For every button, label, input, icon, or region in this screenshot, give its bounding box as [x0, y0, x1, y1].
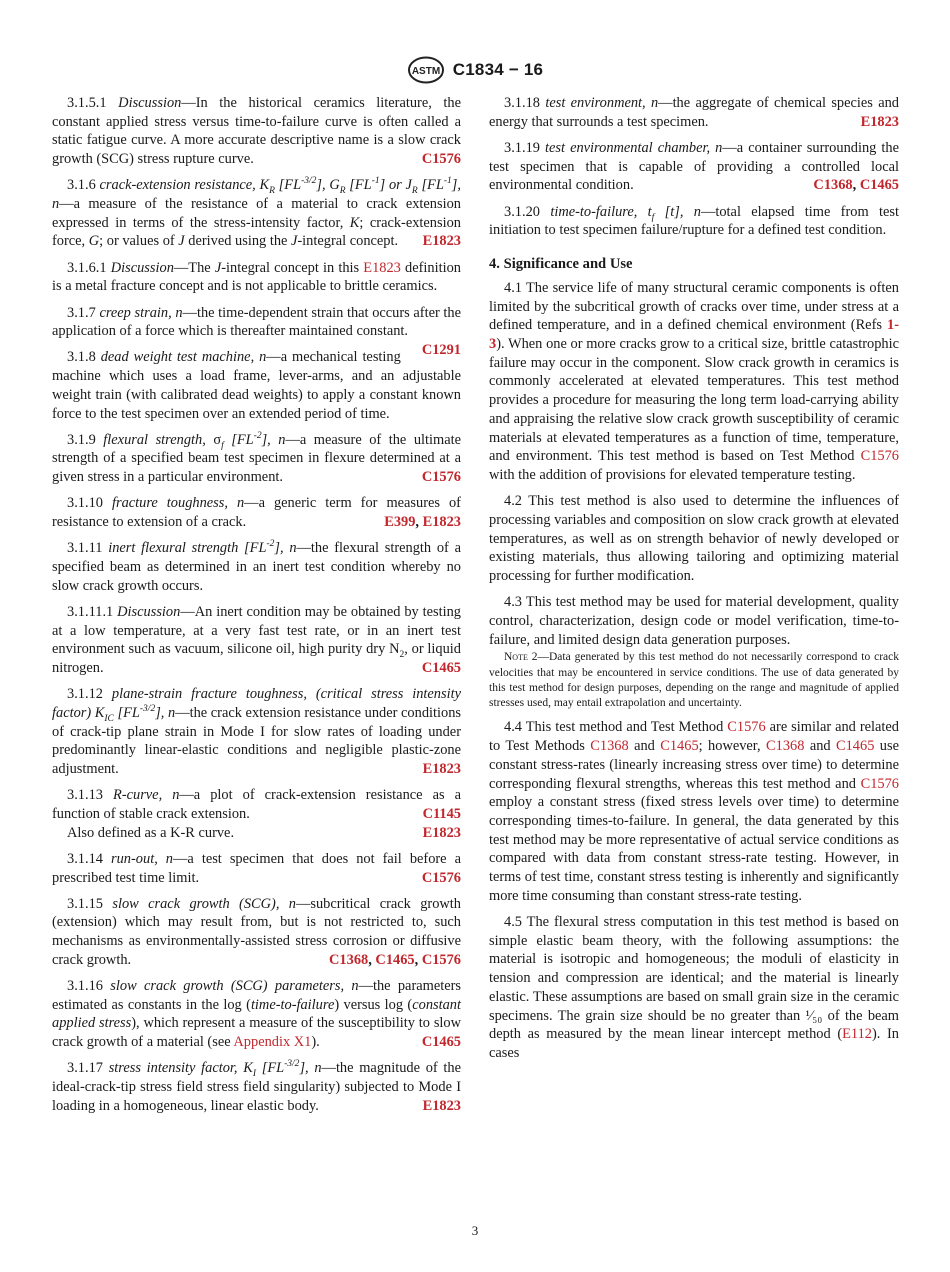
ref-link[interactable]: C1576 — [860, 775, 899, 792]
para-3-1-20: 3.1.20 time-to-failure, $t_f$ [t], n—total elapsed time from test initiation to test specimen failure/rupture for a defined test condition. — [489, 203, 899, 239]
ref-link[interactable]: C1368 — [766, 738, 805, 755]
right-column — [489, 94, 899, 1070]
para-3-1-9: 3.1.9 flexural strength, $\sigma_f$ $[FL^{-2}]$, n—a measure of the ultimate strength of a specified beam test specimen in flexure determined at a given stress in a particular environment. C1576 — [52, 430, 461, 486]
ref-link[interactable]: C1368 — [590, 738, 629, 755]
para-3-1-11: 3.1.11 inert flexural strength $[FL^{-2}]$, n—the flexural strength of a specified beam as determined in an inert test condition whereby no slow crack growth occurs. — [52, 539, 461, 594]
ref-link[interactable]: C1465 — [836, 738, 875, 755]
ref-link[interactable]: Appendix X1 — [233, 1034, 312, 1051]
ref-link[interactable]: C1145 — [422, 805, 461, 822]
ref-link[interactable]: C1576 — [421, 869, 461, 886]
ref-link[interactable]: E112 — [842, 1026, 872, 1043]
para-3-1-10: 3.1.10 fracture toughness, n—a generic term for measures of resistance to extension of a crack. E399, E1823 — [52, 495, 461, 531]
document-code: C1834 − 16 — [452, 60, 544, 79]
para-3-1-17: 3.1.17 stress intensity factor, $K_I$ $[FL^{-3/2}]$, n—the magnitude of the ideal-crack-tip stress field stress field singularity) subjected to Mode I loading in a homogeneous, linear elastic body. E1823 — [52, 1059, 461, 1114]
page-header — [0, 56, 950, 84]
section-heading: 4. Significance and Use — [489, 255, 633, 272]
svg-text:ASTM: ASTM — [411, 66, 440, 77]
ref-link[interactable]: C1465 — [660, 738, 699, 755]
ref-link[interactable]: C1368 — [329, 951, 369, 968]
ref-link[interactable]: 1-3 — [489, 317, 899, 353]
para-3-1-7: 3.1.7 creep strain, n—the time-dependent strain that occurs after the application of a force which is thereafter maintained constant. C1291 — [52, 304, 462, 358]
ref-link[interactable]: E1823 — [422, 824, 461, 841]
page-number: 3 — [471, 1223, 479, 1238]
para-3-1-14: 3.1.14 run-out, n—a test specimen that does not fail before a prescribed test time limit. C1576 — [52, 850, 461, 886]
para-3-1-8: 3.1.8 dead weight test machine, n—a mechanical testing machine which uses a load frame, lever-arms, and an adjustable weight train (with calibrated dead weights) to apply a constant known force to the test specimen over an extended period of time. — [52, 349, 461, 422]
para-3-1-11-1: 3.1.11.1 Discussion—An inert condition may be obtained by testing at a low temperature, at a very fast test rate, or in an inert test environment such as vacuum, silicone oil, high purity dry $N_2$, or liquid nitrogen. C1465 — [52, 603, 461, 676]
ref-link[interactable]: C1465 — [375, 951, 415, 968]
left-column — [52, 94, 461, 1123]
ref-link[interactable]: C1465 — [859, 177, 899, 194]
para-3-1-12: 3.1.12 plane-strain fracture toughness, (critical stress intensity factor) $K_{IC}$ $[FL^{-3/2}]$, n—the crack extension resistance under conditions of crack-tip plane strain in Mode I for slow rates of loading under predominantly linear-elastic conditions and negligible plastic-zone adjustment. E1823 — [52, 686, 461, 777]
para-4-2: 4.2 This test method is also used to determine the influences of processing variables and composition on slow crack growth at elevated temperatures, as well as on strength behavior of newly developed or existing materials, thus allowing tailoring and optimizing material processing for further modification. — [489, 493, 899, 584]
para-3-1-13-also: Also defined as a K-R curve. E1823 — [67, 824, 461, 841]
para-4-4: 4.4 This test method and Test Method C1576 are similar and related to Test Methods C1368 and C1465; however, C1368 and C1465 use constant stress-rates (linearly increasing stress over time) to determine corresponding flexural strengths, whereas this test method and C1576 employ a constant stress (fixed stress levels over time) to determine corresponding times-to-failure. In general, the data generated by this test method may be more representative of actual service conditions as compared with data from constant stress-rate testing. However, in terms of test time, constant stress testing is inherently and significantly more time consuming than constant stress-rate testing. — [489, 719, 899, 904]
ref-link[interactable]: C1291 — [421, 341, 461, 358]
ref-link[interactable]: C1576 — [421, 951, 461, 968]
ref-link[interactable]: E1823 — [422, 1097, 461, 1114]
ref-link[interactable]: E399 — [384, 514, 416, 531]
note-2: Note 2—Data generated by this test method do not necessarily correspond to crack velocities that may be encountered in service conditions. The use of data generated by this test method for design purposes, depending on the range and magnitude of applied stresses used, may entail extrapolation and uncertainty. — [489, 651, 899, 710]
para-3-1-18: 3.1.18 test environment, n—the aggregate of chemical species and energy that surrounds a test specimen. E1823 — [489, 95, 899, 130]
ref-link[interactable]: C1576 — [860, 448, 899, 465]
ref-link[interactable]: C1465 — [421, 659, 461, 676]
para-3-1-6: 3.1.6 crack-extension resistance, $K_R$ $[FL^{-3/2}]$, $G_R$ $[FL^{-1}]$ or $J_R$ $[FL^{-1}]$, n—a measure of the resistance of a material to crack extension expressed in terms of the stress-intensity factor, K; crack-extension force, G; or values of J derived using the J-integral concept. E1823 — [52, 176, 461, 250]
para-4-1: 4.1 The service life of many structural ceramic components is often limited by the subcritical growth of cracks over time, under stress at a defined temperature, and in a defined chemical environment (Refs 1-3). When one or more cracks grow to a critical size, brittle catastrophic failure may occur in the component. Slow crack growth in ceramics is commonly accelerated at elevated temperatures. This test method provides a procedure for measuring the long term load-carrying ability and appraising the relative slow crack growth susceptibility of ceramic materials at elevated temperatures as a function of time, temperature, and environment. This test method is based on Test Method C1576 with the addition of provisions for elevated temperature testing. — [489, 279, 899, 483]
ref-link[interactable]: C1576 — [421, 151, 461, 168]
ref-link[interactable]: E1823 — [860, 113, 899, 130]
ref-link[interactable]: C1576 — [727, 719, 766, 736]
para-4-5: 4.5 The flexural stress computation in this test method is based on simple elastic beam theory, with the following assumptions: the material is isotropic and homogeneous; the moduli of elasticity in tension and compression are identical; and the material is linearly elastic. These assumptions are based on small grain size in the ceramic specimens. The grain size should be no greater than ¹⁄₅₀ of the beam depth as measured by the mean linear intercept method (E112). In cases — [489, 914, 900, 1061]
ref-link[interactable]: C1576 — [421, 469, 461, 486]
para-4-3: 4.3 This test method may be used for material development, quality control, characterization, design code or model verification, time-to-failure, and limited design data generation purposes. — [489, 594, 899, 648]
para-3-1-5-1: 3.1.5.1 Discussion—In the historical ceramics literature, the constant applied stress versus time-to-failure curve is often called a static fatigue curve. A more accurate descriptive name is a slow crack growth (SCG) stress rupture curve. C1576 — [52, 95, 461, 168]
astm-logo-icon — [407, 56, 445, 84]
ref-link[interactable]: C1465 — [421, 1034, 461, 1051]
ref-link[interactable]: E1823 — [422, 233, 461, 250]
ref-link[interactable]: E1823 — [363, 259, 401, 276]
para-3-1-19: 3.1.19 test environmental chamber, n—a container surrounding the test specimen that is capable of providing a controlled local environmental condition. C1368, C1465 — [489, 139, 899, 194]
para-3-1-16: 3.1.16 slow crack growth (SCG) parameters, n—the parameters estimated as constants in the log (time-to-failure) versus log (constant applied stress), which represent a measure of the susceptibility to slow crack growth of a material (see Appendix X1). C1465 — [52, 978, 461, 1051]
para-3-1-6-1: 3.1.6.1 Discussion—The J-integral concept in this E1823 definition is a metal fracture concept and is not applicable to brittle ceramics. — [52, 259, 461, 295]
ref-link[interactable]: E1823 — [422, 514, 461, 531]
para-3-1-13: 3.1.13 R-curve, n—a plot of crack-extension resistance as a function of stable crack extension. C1145 — [52, 787, 461, 822]
para-3-1-15: 3.1.15 slow crack growth (SCG), n—subcritical crack growth (extension) which may result from, but is not restricted to, such mechanisms as environmentally-assisted stress corrosion or diffusive crack growth. C1368, C1465, C1576 — [52, 895, 461, 968]
ref-link[interactable]: E1823 — [422, 761, 461, 777]
ref-link[interactable]: C1368 — [813, 177, 853, 194]
